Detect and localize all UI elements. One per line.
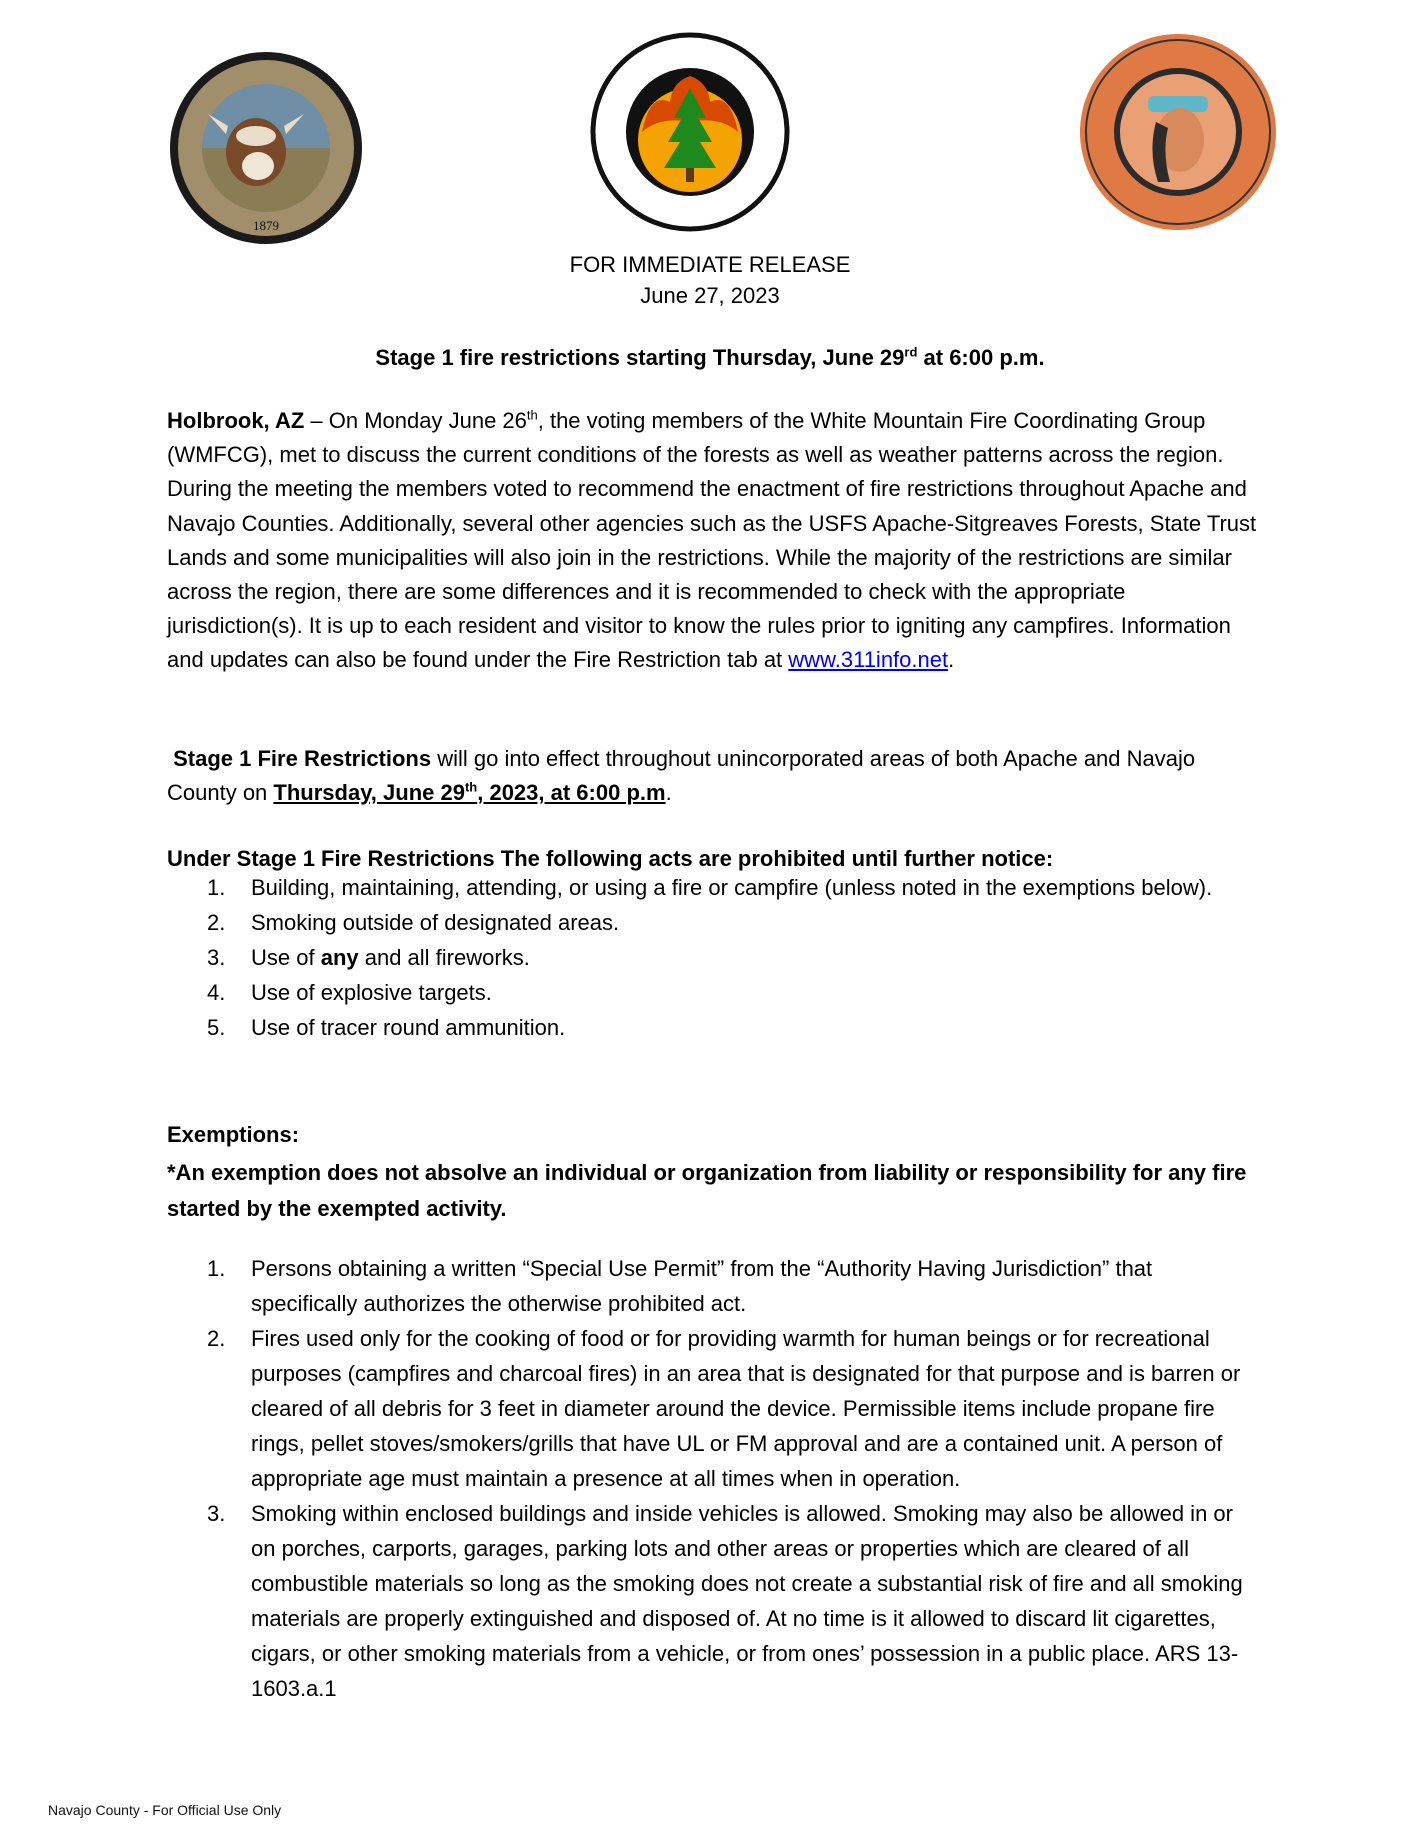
list-item: 2. Smoking outside of designated areas. <box>207 910 620 935</box>
list-item: 3. Use of any and all fireworks. <box>207 945 530 970</box>
intro-text: , the voting members of the White Mountain Fire Coordinating Group (WMFCG), met to discuss the current conditions of the forests as well as weather patterns across the region. During the meeting the members voted to recommend the enactment of fire restrictions throughout Apache and Navajo Counties. Additionally, several other agencies such as the USFS Apache-Sitgreaves Forests, State Trust Lands and some municipalities will also join in the restrictions. While the majority of the restrictions are similar across the region, there are some differences and it is recommended to check with the appropriate jurisdiction(s). It is up to each resident and visitor to know the rules prior to igniting any campfires. Information and updates can also be found under the Fire Restriction tab at <box>167 408 1257 673</box>
intro-lead-sup: th <box>526 407 538 423</box>
intro-lead: – On Monday June 26 <box>304 408 527 433</box>
exemptions-note: *An exemption does not absolve an individual or organization from liability or responsibility for any fire started by the exempted activity. <box>167 1160 1247 1221</box>
list-item: 4. Use of explosive targets. <box>207 980 492 1005</box>
311info-link[interactable]: www.311info.net <box>788 647 949 673</box>
prohibitions-heading: Under Stage 1 Fire Restrictions The following acts are prohibited until further notice: <box>167 846 1054 871</box>
release-date: June 27, 2023 <box>640 283 780 308</box>
list-item: 3. Smoking within enclosed buildings and inside vehicles is allowed. Smoking may also be allowed in or on porches, carports, garages, parking lots and other areas or properties which are cleared of all combustible materials so long as the smoking does not create a substantial risk of fire and all smoking materials are properly extinguished and disposed of. At no time is it allowed to discard lit cigarettes, cigars, or other smoking materials from a vehicle, or from ones’ possession in a public place. ARS 13-1603.a.1 <box>207 1501 1243 1701</box>
list-item: 2. Fires used only for the cooking of food or for providing warmth for human beings or for recreational purposes (campfires and charcoal fires) in an area that is designated for that purpose and is barren or cleared of all debris for 3 feet in diameter around the device. Permissible items include propane fire rings, pellet stoves/smokers/grills that have UL or FM approval and are a contained unit. A person of appropriate age must maintain a presence at all times when in operation. <box>207 1326 1241 1491</box>
navajo-county-seal-icon <box>1078 32 1278 232</box>
effective-paragraph <box>167 742 1257 810</box>
list-item: 1. Persons obtaining a written “Special Use Permit” from the “Authority Having Jurisdiction” that specifically authorizes the otherwise prohibited act. <box>207 1256 1153 1316</box>
stage1-label: Stage 1 Fire Restrictions <box>173 746 432 771</box>
list-item: 1. Building, maintaining, attending, or using a fire or campfire (unless noted in the exemptions below). <box>207 875 1213 900</box>
footer-classification: Navajo County - For Official Use Only <box>48 1802 282 1818</box>
exemptions-list <box>167 1251 1257 1706</box>
headline <box>0 345 1420 371</box>
apache-county-seal-icon <box>168 50 364 246</box>
intro-end: . <box>948 647 955 673</box>
headline-post: at 6:00 p.m. <box>917 345 1045 370</box>
list-item: 5. Use of tracer round ammunition. <box>207 1015 566 1040</box>
apache-seal-year: 1879 <box>253 218 279 233</box>
effective-text: will go into effect throughout unincorporated areas of both Apache and Navajo County on <box>167 746 1196 806</box>
release-label: FOR IMMEDIATE RELEASE <box>569 252 851 277</box>
effective-end: . <box>665 780 672 806</box>
headline-pre: Stage 1 fire restrictions starting Thursday, June 29 <box>375 345 905 370</box>
dateline: Holbrook, AZ <box>167 408 305 433</box>
prohibitions-list <box>167 870 1257 1045</box>
wmfcg-logo-icon <box>590 32 790 232</box>
exemptions-heading: Exemptions: <box>167 1122 300 1147</box>
intro-paragraph <box>167 404 1257 678</box>
effective-date: Thursday, June 29th, 2023, at 6:00 p.m <box>273 779 666 806</box>
headline-sup: rd <box>904 344 918 360</box>
